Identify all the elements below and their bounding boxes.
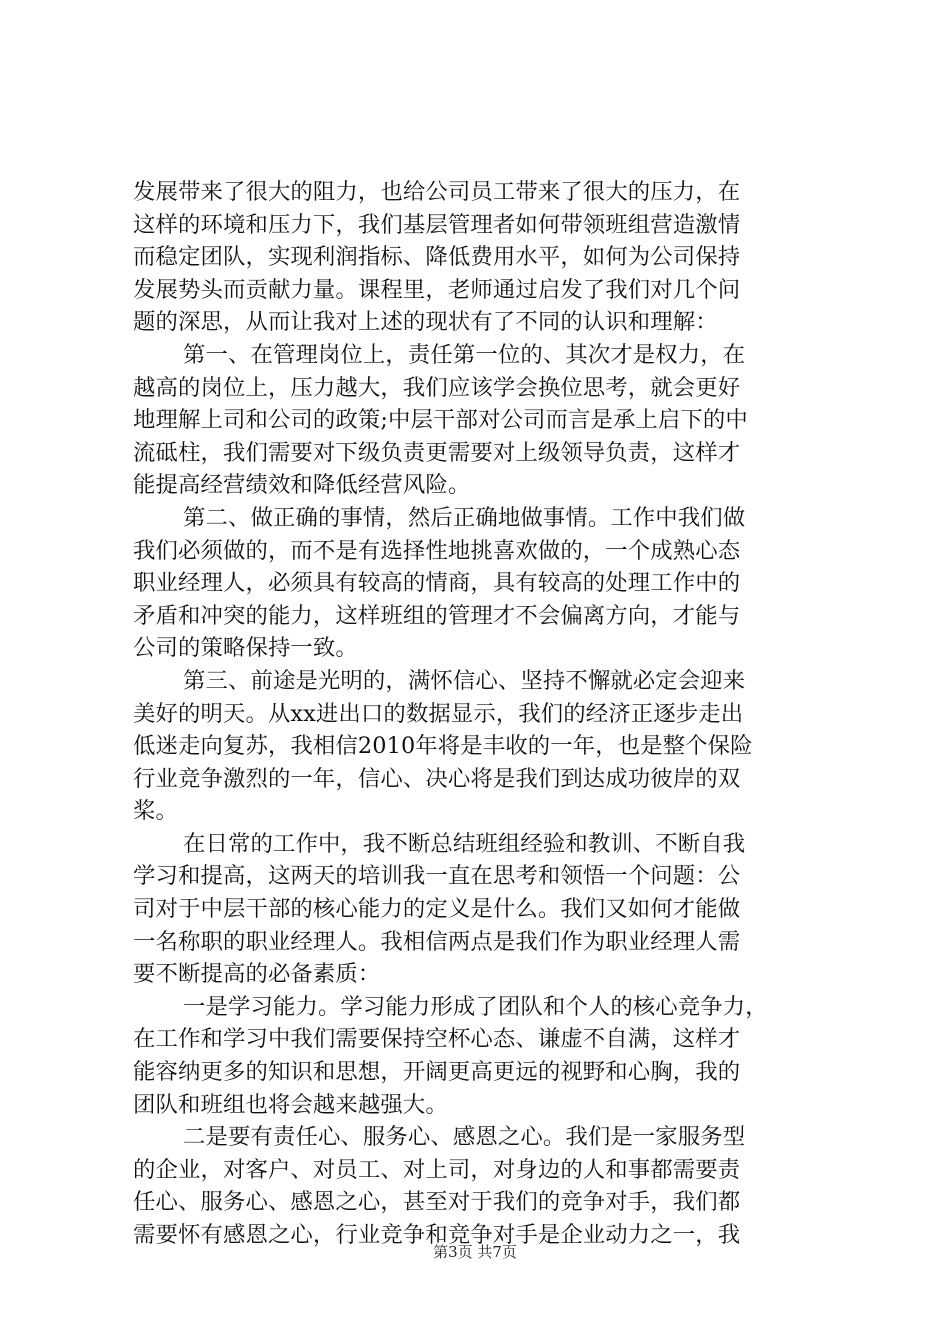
text-line: 司对于中层干部的核心能力的定义是什么。我们又如何才能做 [133,896,741,923]
text-line: 发展带来了很大的阻力，也给公司员工带来了很大的压力，在 [133,179,741,205]
text-line: 二是要有责任心、服务心、感恩之心。我们是一家服务型 [183,1124,746,1151]
text-line: 的企业，对客户、对员工、对上司，对身边的人和事都需要责 [133,1156,741,1183]
body-text [133,176,833,1252]
text-line: 能提高经营绩效和降低经营风险。 [133,472,471,499]
text-line: 团队和班组也将会越来越强大。 [133,1091,448,1118]
text-line: 越高的岗位上，压力越大，我们应该学会换位思考，就会更好 [133,374,741,401]
text-line: 这样的环境和压力下，我们基层管理者如何带领班组营造激情 [133,211,741,238]
text-line: 流砥柱，我们需要对下级负责更需要对上级领导负责，这样才 [133,439,741,466]
text-line: 题的深思，从而让我对上述的现状有了不同的认识和理解： [133,309,718,336]
text-line: 第一、在管理岗位上，责任第一位的、其次才是权力，在 [183,341,746,368]
text-line: 任心、服务心、感恩之心，甚至对于我们的竞争对手，我们都 [133,1189,741,1216]
text-line: 一是学习能力。学习能力形成了团队和个人的核心竞争力， [183,993,768,1020]
page-number: 第3页 共7页 [433,1243,517,1261]
text-line: 在日常的工作中，我不断总结班组经验和教训、不断自我 [183,830,746,857]
text-line: 学习和提高，这两天的培训我一直在思考和领悟一个问题：公 [133,863,741,890]
text-line: 在工作和学习中我们需要保持空杯心态、谦虚不自满，这样才 [133,1026,741,1053]
text-line: 地理解上司和公司的政策;中层干部对公司而言是承上启下的中 [133,407,748,434]
text-line: 第二、做正确的事情，然后正确地做事情。工作中我们做 [183,504,746,531]
text-line: 需要怀有感恩之心，行业竞争和竞争对手是企业动力之一，我 [133,1222,741,1248]
text-line: 一名称职的职业经理人。我相信两点是我们作为职业经理人需 [133,928,741,955]
text-line: 低迷走向复苏，我相信2010年将是丰收的一年，也是整个保险 [133,733,753,760]
text-line: 桨。 [133,798,178,825]
page-footer [0,1242,950,1262]
text-line: 矛盾和冲突的能力，这样班组的管理才不会偏离方向，才能与 [133,602,741,629]
text-line: 第三、前途是光明的，满怀信心、坚持不懈就必定会迎来 [183,667,746,694]
text-line: 公司的策略保持一致。 [133,635,358,662]
text-line: 能容纳更多的知识和思想，开阔更高更远的视野和心胸，我的 [133,1059,741,1086]
text-line: 我们必须做的，而不是有选择性地挑喜欢做的，一个成熟心态 [133,537,741,564]
text-line: 发展势头而贡献力量。课程里，老师通过启发了我们对几个问 [133,276,741,303]
text-line: 行业竞争激烈的一年，信心、决心将是我们到达成功彼岸的双 [133,765,741,792]
text-line: 而稳定团队，实现利润指标、降低费用水平，如何为公司保持 [133,244,741,271]
text-line: 要不断提高的必备素质： [133,961,381,988]
text-line: 美好的明天。从xx进出口的数据显示，我们的经济正逐步走出 [133,700,744,727]
text-line: 职业经理人，必须具有较高的情商，具有较高的处理工作中的 [133,570,741,597]
